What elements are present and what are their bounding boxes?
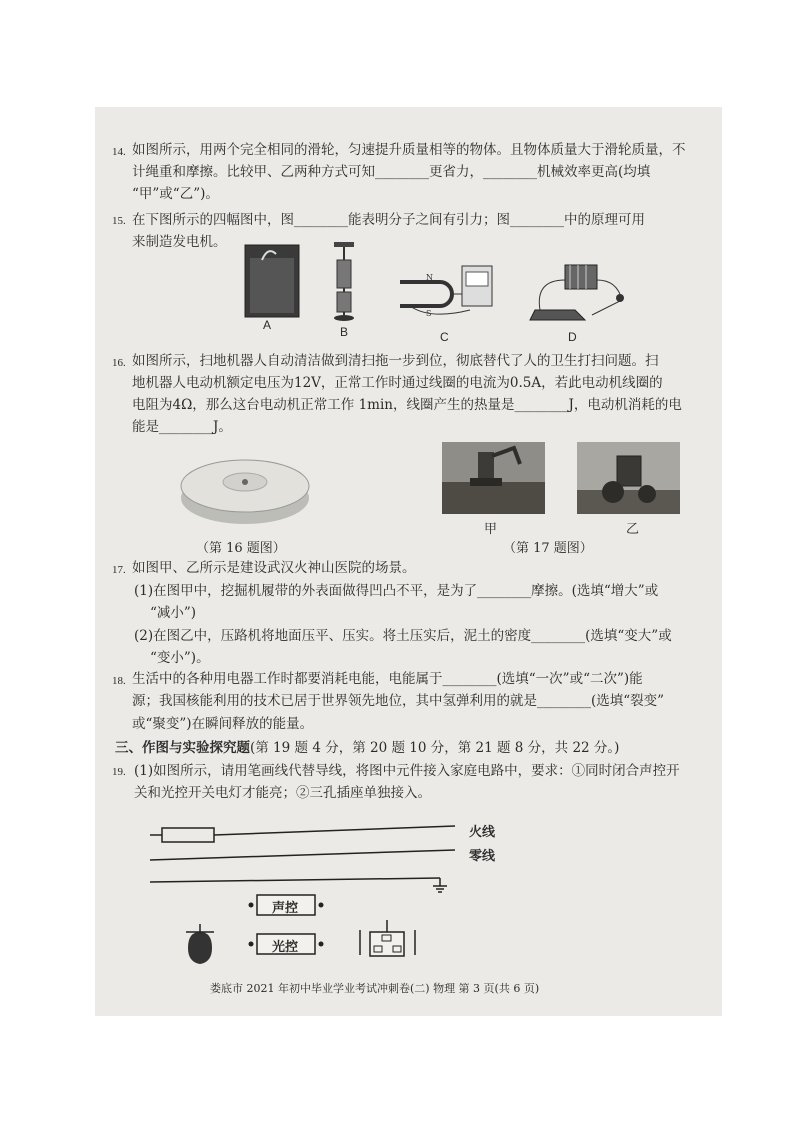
q19-line1: (1)如图所示，请用笔画线代替导线，将图中元件接入家庭电路中，要求：①同时闭合声控开 [134, 763, 680, 779]
figure-c-generator [400, 266, 492, 318]
q18-line3: 或“聚变”)在瞬间释放的能量。 [132, 716, 314, 732]
q17-line4: (2)在图乙中，压路机将地面压平、压实。将土压实后，泥土的密度________(选填“变大”或 [134, 628, 672, 644]
question-number: 17. [112, 564, 126, 576]
figure-b-lead-cylinders [334, 242, 354, 321]
figure-label-d: D [568, 330, 577, 344]
q17-line2: (1)在图甲中，挖掘机履带的外表面做得凹凸不平，是为了________摩擦。(选填“增大”或 [134, 583, 659, 599]
question-number: 19. [112, 766, 126, 778]
q15-line1: 在下图所示的四幅图中，图________能表明分子之间有引力；图________中的原理可用 [132, 212, 645, 228]
live-wire-label: 火线 [469, 824, 496, 839]
q16-line2: 地机器人电动机额定电压为12V，正常工作时通过线圈的电流为0.5A，若此电动机线圈的 [132, 375, 663, 391]
q15-line2: 来制造发电机。 [132, 234, 227, 250]
photo-label-yi: 乙 [626, 521, 640, 536]
three-hole-socket-icon [360, 920, 415, 956]
photo-label-jia: 甲 [484, 521, 498, 536]
question-number: 18. [112, 675, 126, 687]
neutral-wire [150, 850, 455, 860]
question-number: 14. [112, 146, 126, 158]
q19-line2: 关和光控开关电灯才能亮；②三孔插座单独接入。 [134, 785, 431, 801]
q14-line3: “甲”或“乙”)。 [132, 186, 219, 202]
q18-line2: 源；我国核能利用的技术已居于世界领先地位，其中氢弹利用的就是________(选填“裂变” [132, 693, 665, 709]
question-number: 15. [112, 215, 126, 227]
svg-text:S: S [426, 309, 432, 318]
section-heading [115, 739, 619, 757]
figure-d-motor [530, 265, 624, 320]
q17-line3: “减小”) [150, 605, 197, 621]
neutral-wire-label: 零线 [469, 848, 496, 863]
lamp-icon [186, 924, 214, 964]
q16-line3: 电阻为4Ω，那么这台电动机正常工作 1min，线圈产生的热量是________J，电动机消耗的电 [132, 397, 682, 413]
q15-figures [240, 240, 640, 340]
q16-line4: 能是________J。 [132, 419, 232, 435]
figure-17-caption: （第 17 题图） [503, 541, 593, 556]
section-detail: (第 19 题 4 分，第 20 题 10 分，第 21 题 8 分，共 22 分。) [250, 740, 620, 756]
ground-icon [433, 878, 447, 892]
ground-wire [150, 878, 440, 882]
circuit-diagram [150, 820, 470, 970]
question-number: 16. [112, 357, 126, 369]
light-switch-label: 光控 [272, 939, 299, 954]
figure-label-b: B [340, 325, 349, 339]
figure-label-c: C [440, 330, 449, 344]
live-wire [214, 826, 455, 835]
q18-line1: 生活中的各种用电器工作时都要消耗电能，电能属于________(选填“一次”或“二次”)能 [132, 671, 643, 687]
q17-line5: “变小”)。 [150, 650, 210, 666]
section-title: 三、作图与实验探究题 [115, 740, 250, 756]
figure-16-caption: （第 16 题图） [196, 541, 286, 556]
q17-line1: 如图甲、乙所示是建设武汉火神山医院的场景。 [132, 560, 416, 576]
figure-a-diffusion [245, 245, 299, 317]
sound-switch-label: 声控 [272, 900, 299, 915]
figure-label-a: A [263, 318, 272, 332]
q16-line1: 如图所示，扫地机器人自动清洁做到清扫拖一步到位，彻底替代了人的卫生打扫问题。扫 [132, 353, 659, 369]
road-roller-photo [577, 442, 680, 514]
q14-line2: 计绳重和摩擦。比较甲、乙两种方式可知________更省力，________机械效率更高(均填 [132, 164, 651, 180]
page-footer: 娄底市 2021 年初中毕业学业考试冲刺卷(二) 物理 第 3 页(共 6 页) [210, 982, 540, 995]
excavator-photo [442, 442, 545, 514]
robot-vacuum-figure [178, 448, 313, 528]
svg-text:N: N [426, 273, 433, 282]
q14-line1: 如图所示，用两个完全相同的滑轮，匀速提升质量相等的物体。且物体质量大于滑轮质量，不 [132, 142, 686, 158]
fuse [162, 828, 214, 842]
